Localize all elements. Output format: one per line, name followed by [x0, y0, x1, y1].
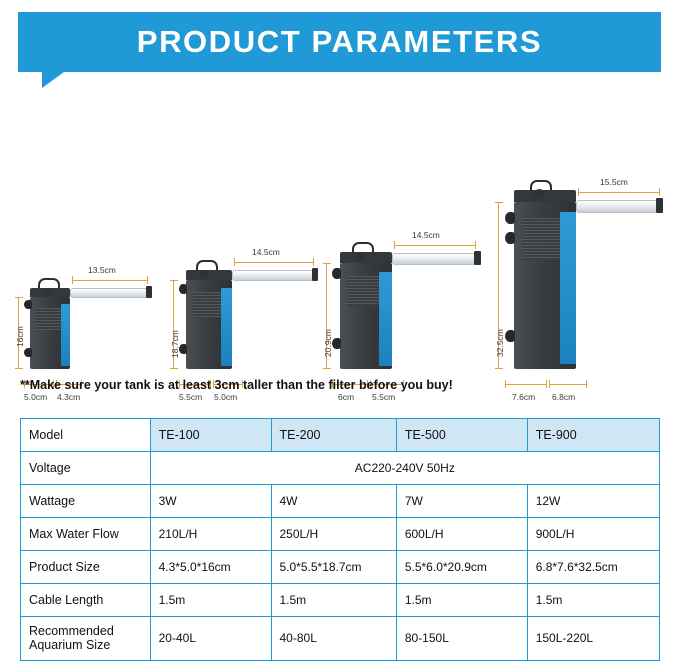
dimension-tick [546, 380, 547, 388]
dimension-tick [659, 188, 660, 196]
dimension-tick [505, 380, 506, 388]
dimension-tick [234, 258, 235, 266]
table-row [21, 617, 660, 661]
tube-end-cap [656, 198, 663, 213]
table-cell: 250L/H [271, 518, 396, 551]
filter-vent-grille [522, 218, 564, 260]
table-cell: 80-150L [396, 617, 527, 661]
dimension-tick [170, 280, 178, 281]
dimension-line [578, 192, 660, 193]
table-row-label: Model [21, 419, 151, 452]
spec-table-wrapper [20, 418, 660, 661]
table-row-label: Product Size [21, 551, 151, 584]
table-row-label: Cable Length [21, 584, 151, 617]
filter-top-cap [340, 252, 392, 263]
table-cell: 5.0*5.5*18.7cm [271, 551, 396, 584]
table-cell: 4W [271, 485, 396, 518]
adjust-knob [356, 252, 366, 261]
suction-cup [24, 348, 32, 357]
suction-cup [179, 284, 187, 294]
dimension-line [394, 245, 476, 246]
dimension-tick [15, 297, 23, 298]
table-header-row [21, 419, 660, 452]
dimension-tick [475, 241, 476, 249]
purchase-note: **Make sure your tank is at least 3cm taller than the filter before you buy! [20, 378, 453, 392]
table-cell: 1.5m [271, 584, 396, 617]
header-banner [18, 12, 661, 72]
dimension-line [72, 280, 148, 281]
dimension-depth-4: 7.6cm [512, 392, 536, 402]
suction-cup [505, 330, 515, 342]
dimension-depth-1: 5.0cm [24, 392, 48, 402]
filter-top-cap [514, 190, 576, 202]
filter-top-cap [186, 270, 232, 280]
dimension-tick [586, 380, 587, 388]
table-cell: 1.5m [396, 584, 527, 617]
table-row-label [21, 617, 151, 661]
dimension-tick [495, 368, 503, 369]
adjust-knob [42, 288, 50, 295]
filter-top-cap [30, 288, 70, 297]
dimension-tick [147, 276, 148, 284]
table-header-model-1: TE-100 [150, 419, 271, 452]
table-cell: 210L/H [150, 518, 271, 551]
table-row [21, 452, 660, 485]
filter-blue-panel [379, 272, 392, 366]
adjust-knob [534, 189, 545, 199]
dimension-line [234, 262, 314, 263]
dimension-tick [170, 368, 178, 369]
table-row [21, 551, 660, 584]
table-row [21, 485, 660, 518]
table-row-label-line2: Aquarium Size [29, 638, 111, 653]
suction-cup [505, 212, 515, 224]
table-cell: 1.5m [527, 584, 659, 617]
table-cell: 600L/H [396, 518, 527, 551]
tube-end-cap [146, 286, 152, 298]
suction-cup [179, 344, 187, 354]
outlet-tube [70, 288, 150, 298]
table-header-model-4: TE-900 [527, 419, 659, 452]
outlet-tube [576, 200, 662, 213]
adjust-knob [200, 270, 209, 278]
table-header-model-3: TE-500 [396, 419, 527, 452]
table-cell: 1.5m [150, 584, 271, 617]
filter-vent-grille [36, 308, 64, 330]
filter-blue-panel [560, 212, 576, 364]
dimension-tick [495, 202, 503, 203]
dimension-height-2: 18.7cm [170, 330, 180, 358]
dimension-tick [394, 241, 395, 249]
table-cell: 6.8*7.6*32.5cm [527, 551, 659, 584]
dimension-tick [578, 188, 579, 196]
suction-cup [505, 232, 515, 244]
dimension-height-1: 16cm [15, 326, 25, 347]
filter-blue-panel [61, 304, 70, 366]
dimension-tube-length-1: 13.5cm [88, 265, 116, 275]
dimension-tube-length-4: 15.5cm [600, 177, 628, 187]
table-cell: 3W [150, 485, 271, 518]
dimension-depth-3: 6cm [338, 392, 355, 402]
dimension-tick [549, 380, 550, 388]
dimension-tube-length-3: 14.5cm [412, 230, 440, 240]
dimension-width-1: 4.3cm [57, 392, 81, 402]
table-row-label: Voltage [21, 452, 151, 485]
table-row-label: Wattage [21, 485, 151, 518]
page-title: PRODUCT PARAMETERS [136, 24, 543, 59]
dimension-line [549, 384, 587, 385]
tube-end-cap [312, 268, 318, 281]
dimension-width-4: 6.8cm [552, 392, 576, 402]
filter-vent-grille [347, 276, 382, 306]
tube-end-cap [474, 251, 481, 265]
suction-cup [332, 338, 341, 349]
table-row [21, 584, 660, 617]
dimension-tube-length-2: 14.5cm [252, 247, 280, 257]
table-cell-voltage: AC220-240V 50Hz [150, 452, 659, 485]
spec-table [20, 418, 660, 661]
table-cell: 40-80L [271, 617, 396, 661]
dimension-line [505, 384, 547, 385]
table-cell: 4.3*5.0*16cm [150, 551, 271, 584]
dimension-tick [323, 368, 331, 369]
filter-vent-grille [193, 292, 224, 318]
dimension-tick [313, 258, 314, 266]
table-cell: 5.5*6.0*20.9cm [396, 551, 527, 584]
suction-cup [332, 268, 341, 279]
table-cell: 7W [396, 485, 527, 518]
dimension-tick [323, 263, 331, 264]
table-header-model-2: TE-200 [271, 419, 396, 452]
filter-blue-panel [221, 288, 232, 366]
outlet-tube [392, 253, 478, 265]
outlet-tube [232, 270, 316, 281]
dimension-width-3: 5.5cm [372, 392, 396, 402]
page-header [0, 0, 679, 72]
dimension-tick [15, 368, 23, 369]
table-row-label: Max Water Flow [21, 518, 151, 551]
table-cell: 150L-220L [527, 617, 659, 661]
table-cell: 900L/H [527, 518, 659, 551]
table-cell: 12W [527, 485, 659, 518]
dimension-tick [72, 276, 73, 284]
suction-cup [24, 300, 32, 309]
dimension-height-3: 20.9cm [323, 329, 333, 357]
dimension-width-2: 5.0cm [214, 392, 238, 402]
table-row [21, 518, 660, 551]
dimension-height-4: 32.5cm [495, 329, 505, 357]
table-cell: 20-40L [150, 617, 271, 661]
table-row-label-line1: Recommended [29, 624, 114, 638]
dimension-depth-2: 5.5cm [179, 392, 203, 402]
